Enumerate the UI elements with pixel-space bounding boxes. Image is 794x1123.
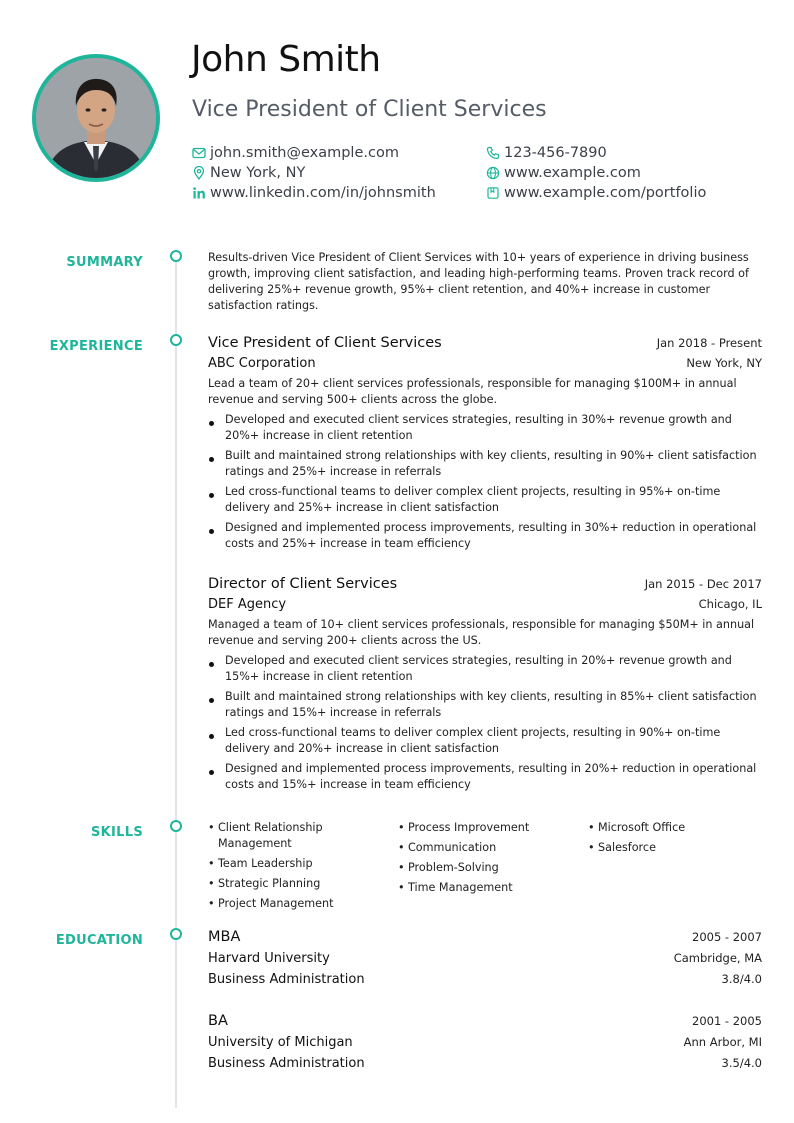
contact-phone-text: 123-456-7890 [504,145,607,161]
contact-email[interactable] [192,143,436,163]
list-item: Developed and executed client services strategies, resulting in 30%+ revenue growth and 20%+ increase in client retention [208,412,762,444]
skills-grid [208,820,762,916]
education-entry [208,1013,762,1071]
school-name: University of Michigan [208,1035,353,1050]
skill-item: • Time Management [398,880,588,896]
timeline-dot-experience [170,334,182,346]
school-location: Cambridge, MA [673,951,762,965]
job-title: Director of Client Services [208,576,398,592]
experience-entry [208,576,762,797]
gpa: 3.8/4.0 [721,972,762,986]
linkedin-icon [192,186,206,200]
skill-item: • Communication [398,840,588,856]
job-date: Jan 2015 - Dec 2017 [644,577,762,591]
job-description: Lead a team of 20+ client services professionals, responsible for managing $100M+ in annual revenue and serving 500+ clients across the globe. [208,377,737,406]
field-of-study: Business Administration [208,972,365,987]
contact-website[interactable] [486,163,706,183]
summary-text: Results-driven Vice President of Client Services with 10+ years of experience in driving business growth, improving client satisfaction, and leading high-performing teams. Proven track record of delivering 25%+ revenue growth, 95%+ client retention, and 40%+ increase in customer satisfaction ratings. [208,251,749,312]
job-description: Managed a team of 10+ client services professionals, responsible for managing $50M+ in annual revenue and serving 200+ clients across the US. [208,618,755,647]
contact-list-right [486,143,706,203]
job-title: Vice President of Client Services [208,335,442,351]
timeline-dot-education [170,928,182,940]
contact-portfolio[interactable] [486,183,706,203]
job-date: Jan 2018 - Present [656,336,762,350]
education-entry [208,929,762,987]
candidate-role: Vice President of Client Services [192,97,547,122]
list-item: Built and maintained strong relationships with key clients, resulting in 85%+ client satisfaction ratings and 15%+ increase in referrals [208,689,762,721]
profile-photo-illustration [36,58,156,178]
section-title-skills: SKILLS [90,825,143,840]
education-date: 2001 - 2005 [692,1014,762,1028]
contact-email-text: john.smith@example.com [210,145,399,161]
skill-item: • Microsoft Office [588,820,758,836]
skills-column [208,820,398,916]
contact-location-text: New York, NY [210,165,306,181]
globe-icon [486,166,500,180]
mail-icon [192,146,206,160]
phone-icon [486,146,500,160]
contact-linkedin-text: www.linkedin.com/in/johnsmith [210,185,436,201]
contact-website-text: www.example.com [504,165,641,181]
contact-location [192,163,436,183]
timeline-dot-summary [170,250,182,262]
candidate-name: John Smith [191,39,381,80]
skill-item: • Strategic Planning [208,876,398,892]
field-of-study: Business Administration [208,1056,365,1071]
job-location: Chicago, IL [698,597,762,611]
experience-entry [208,335,762,556]
skill-item: • Problem-Solving [398,860,588,876]
list-item: Led cross-functional teams to deliver complex client projects, resulting in 90%+ on-time delivery and 20%+ increase in client satisfaction [208,725,762,757]
contact-list-left [192,143,436,203]
portfolio-icon [486,186,500,200]
section-title-summary: SUMMARY [66,255,143,270]
contact-linkedin[interactable] [192,183,436,203]
job-achievements [208,412,762,552]
list-item: Led cross-functional teams to deliver complex client projects, resulting in 95%+ on-time delivery and 25%+ increase in client satisfaction [208,484,762,516]
skill-item: • Salesforce [588,840,758,856]
list-item: Designed and implemented process improvements, resulting in 20%+ reduction in operational costs and 15%+ increase in team efficiency [208,761,762,793]
timeline-dot-skills [170,820,182,832]
degree: BA [208,1013,228,1029]
list-item: Built and maintained strong relationships with key clients, resulting in 90%+ client satisfaction ratings and 25%+ increase in referrals [208,448,762,480]
profile-photo [32,54,160,182]
company-name: ABC Corporation [208,356,316,371]
skill-item: • Client Relationship Management [208,820,338,852]
list-item: Developed and executed client services strategies, resulting in 20%+ revenue growth and 15%+ increase in client retention [208,653,762,685]
skill-item: • Project Management [208,896,398,912]
school-name: Harvard University [208,951,330,966]
gpa: 3.5/4.0 [721,1056,762,1070]
list-item: Designed and implemented process improvements, resulting in 30%+ reduction in operational costs and 25%+ increase in team efficiency [208,520,762,552]
company-name: DEF Agency [208,597,287,612]
contact-phone[interactable] [486,143,706,163]
location-icon [192,166,206,180]
education-date: 2005 - 2007 [692,930,762,944]
job-location: New York, NY [686,356,762,370]
skill-item: • Team Leadership [208,856,398,872]
skills-column [588,820,758,916]
job-achievements [208,653,762,793]
school-location: Ann Arbor, MI [683,1035,762,1049]
contact-portfolio-text: www.example.com/portfolio [504,185,707,201]
section-title-experience: EXPERIENCE [49,339,143,354]
timeline-line [175,256,177,1108]
skill-item: • Process Improvement [398,820,588,836]
section-title-education: EDUCATION [55,933,143,948]
skills-column [398,820,588,916]
degree: MBA [208,929,241,945]
